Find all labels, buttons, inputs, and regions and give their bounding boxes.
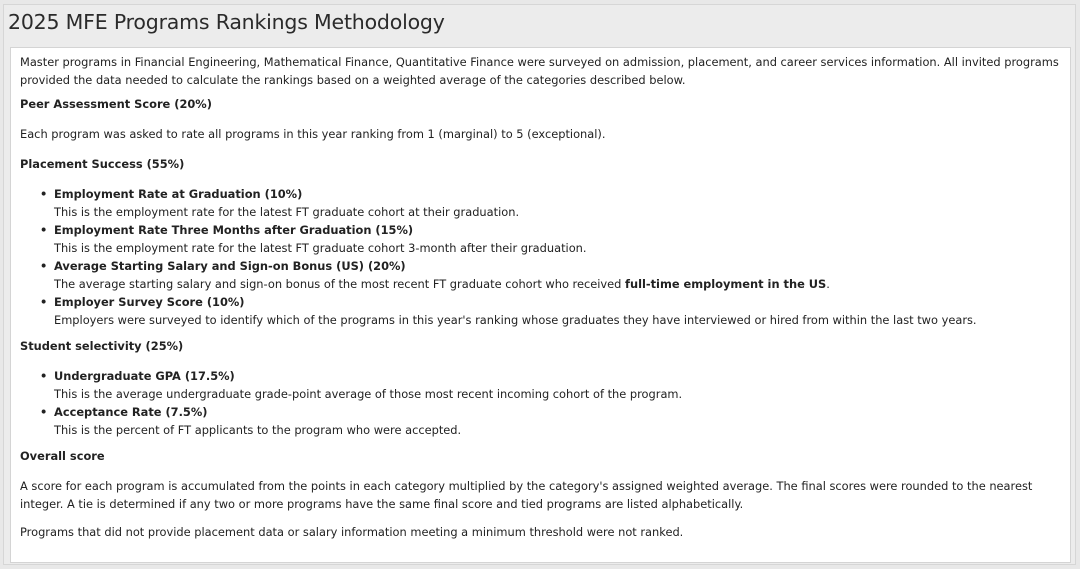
placement-success-heading: Placement Success (55%) xyxy=(20,157,185,171)
unranked-note: Programs that did not provide placement data or salary information meeting a minimum threshold were not ranked. xyxy=(20,525,684,539)
item-title: Employment Rate at Graduation (10%) xyxy=(54,187,303,201)
student-selectivity-heading: Student selectivity (25%) xyxy=(20,339,184,353)
intro-paragraph: Master programs in Financial Engineering, Mathematical Finance, Quantitative Finance were surveyed on admission, placement, and career services information. All invited programs provided the data needed to calculate the rankings based on a weighted average of the categories described below. xyxy=(20,55,1059,87)
item-title: Acceptance Rate (7.5%) xyxy=(54,405,208,419)
bullet-icon: • xyxy=(40,187,48,201)
item-description: This is the employment rate for the latest FT graduate cohort at their graduation. xyxy=(54,205,520,219)
bullet-icon: • xyxy=(40,295,48,309)
bullet-icon: • xyxy=(40,223,48,237)
item-description-emphasis: full-time employment in the US xyxy=(625,277,827,291)
item-title: Employment Rate Three Months after Graduation (15%) xyxy=(54,223,414,237)
bullet-icon: • xyxy=(40,405,48,419)
item-description: This is the average undergraduate grade-point average of those most recent incoming cohort of the program. xyxy=(54,387,683,401)
page-title: 2025 MFE Programs Rankings Methodology xyxy=(8,10,445,34)
item-description: This is the employment rate for the latest FT graduate cohort 3-month after their graduation. xyxy=(54,241,587,255)
peer-assessment-text: Each program was asked to rate all programs in this year ranking from 1 (marginal) to 5 (exceptional). xyxy=(20,127,606,141)
item-title: Average Starting Salary and Sign-on Bonus (US) (20%) xyxy=(54,259,406,273)
bullet-icon: • xyxy=(40,369,48,383)
list-item xyxy=(40,257,1061,293)
methodology-panel xyxy=(10,47,1071,563)
overall-score-paragraph: A score for each program is accumulated from the points in each category multiplied by the category's assigned weighted average. The final scores were rounded to the nearest integer. A tie is determined if any two or more programs have the same final score and tied programs are listed alphabetically. xyxy=(20,479,1033,511)
list-item xyxy=(40,403,1061,439)
item-description xyxy=(54,275,1061,293)
item-description-end: . xyxy=(826,277,830,291)
item-description-text: The average starting salary and sign-on bonus of the most recent FT graduate cohort who received xyxy=(54,277,626,291)
list-item xyxy=(40,185,1061,221)
list-item xyxy=(40,367,1061,403)
item-title: Employer Survey Score (10%) xyxy=(54,295,245,309)
placement-list xyxy=(20,185,1061,329)
list-item xyxy=(40,293,1061,329)
selectivity-list xyxy=(20,367,1061,439)
bullet-icon: • xyxy=(40,259,48,273)
peer-assessment-heading: Peer Assessment Score (20%) xyxy=(20,97,212,111)
item-description: Employers were surveyed to identify which of the programs in this year's ranking whose graduates they have interviewed or hired from within the last two years. xyxy=(54,313,977,327)
item-title: Undergraduate GPA (17.5%) xyxy=(54,369,235,383)
item-description: This is the percent of FT applicants to the program who were accepted. xyxy=(54,423,462,437)
methodology-window xyxy=(3,4,1076,565)
overall-score-heading: Overall score xyxy=(20,449,105,463)
list-item xyxy=(40,221,1061,257)
